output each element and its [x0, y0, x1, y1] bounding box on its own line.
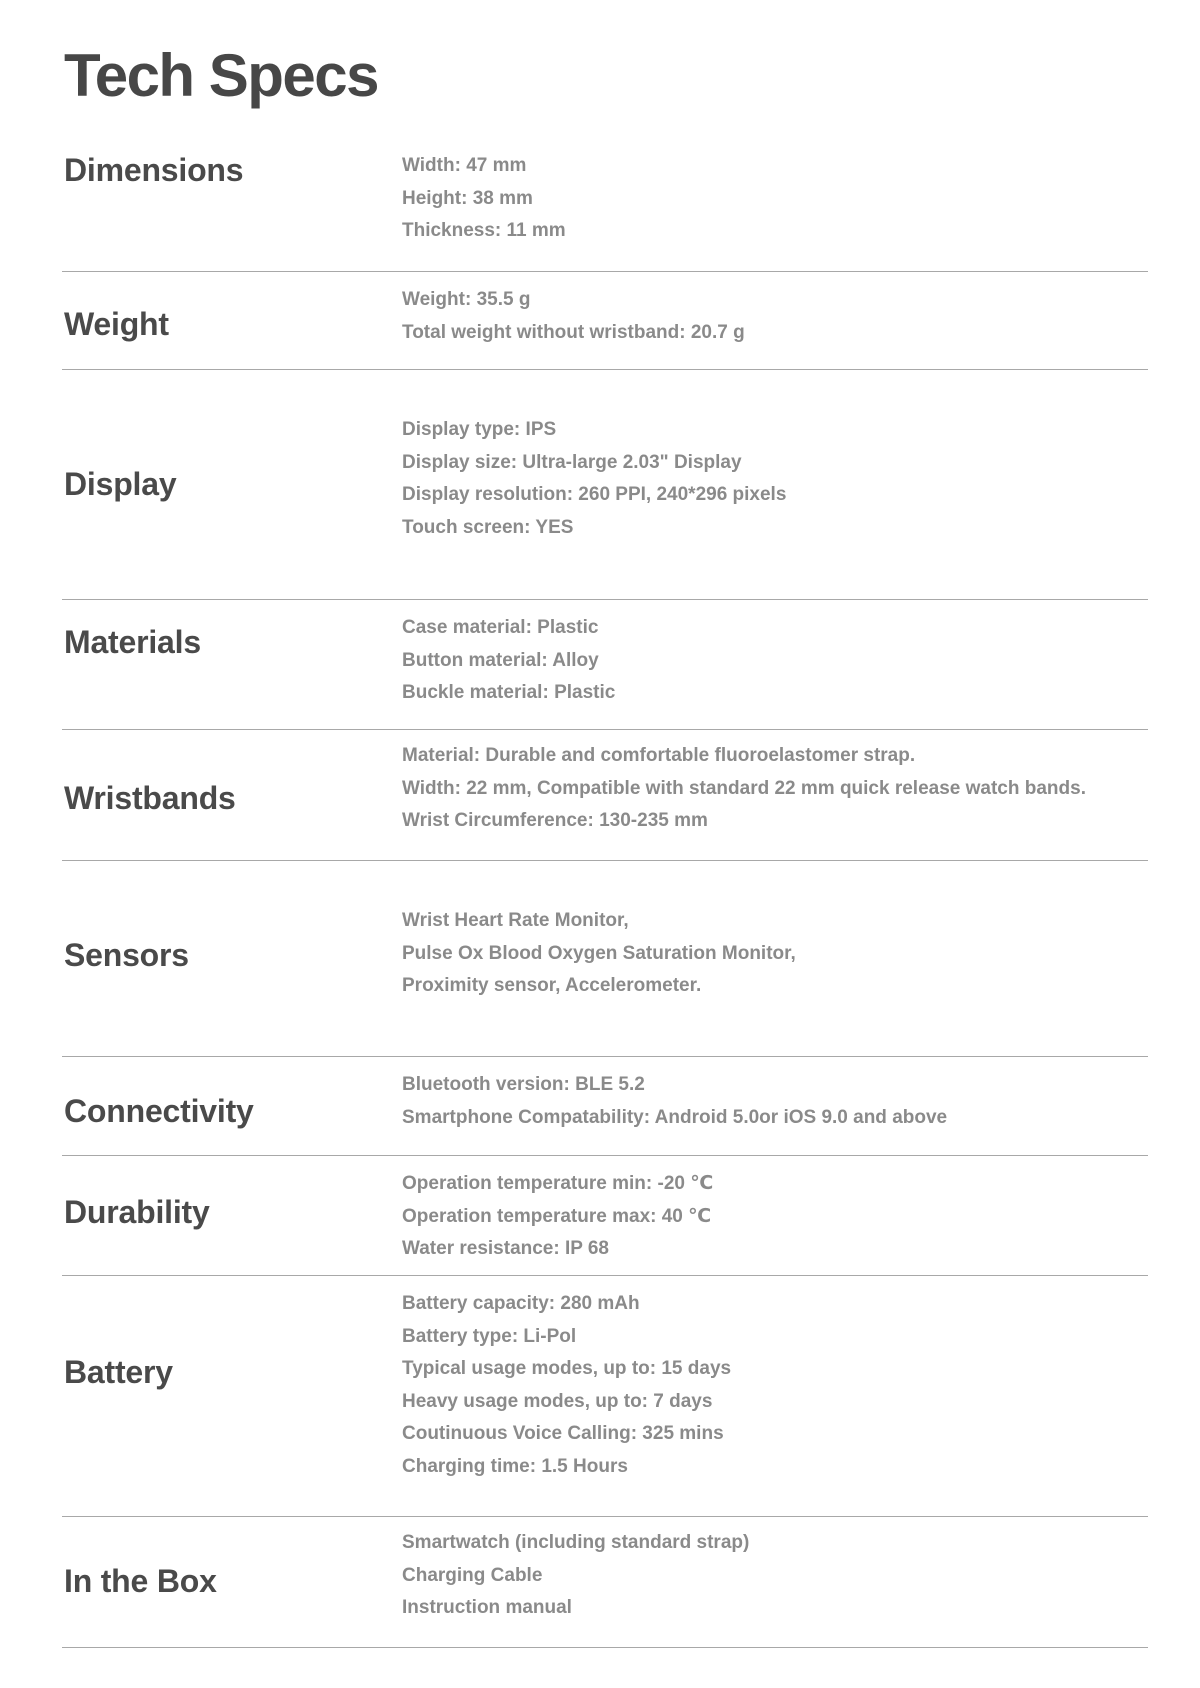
spec-values-battery [402, 1288, 1148, 1483]
spec-value: Display type: IPS [402, 419, 557, 440]
spec-label-durability: Durability [64, 1194, 210, 1230]
spec-value: Operation temperature min: -20 ℃ [402, 1173, 714, 1194]
spec-value: Width: 22 mm, Compatible with standard 22 mm quick release watch bands. [402, 777, 1086, 799]
spec-value: Thickness: 11 mm [402, 220, 566, 241]
spec-row-materials [62, 600, 1148, 730]
spec-value: Instruction manual [402, 1597, 572, 1618]
spec-value: Smartphone Compatability: Android 5.0or iOS 9.0 and above [402, 1106, 948, 1128]
spec-value: Coutinuous Voice Calling: 325 mins [402, 1423, 724, 1444]
spec-row-sensors [62, 861, 1148, 1057]
spec-value: Proximity sensor, Accelerometer. [402, 975, 702, 996]
spec-value: Height: 38 mm [402, 187, 533, 209]
spec-value: Wrist Heart Rate Monitor, [402, 910, 629, 931]
spec-label-materials: Materials [64, 624, 201, 660]
page-title: Tech Specs [64, 42, 379, 109]
spec-table [62, 136, 1148, 1648]
spec-row-dimensions [62, 136, 1148, 272]
spec-values-in-the-box [402, 1527, 1148, 1625]
spec-value: Charging time: 1.5 Hours [402, 1455, 628, 1477]
spec-value: Display size: Ultra-large 2.03" Display [402, 451, 742, 473]
spec-value: Smartwatch (including standard strap) [402, 1532, 750, 1553]
spec-value: Operation temperature max: 40 ℃ [402, 1205, 712, 1227]
spec-row-wristbands [62, 730, 1148, 861]
spec-label-display: Display [64, 466, 177, 502]
spec-value: Button material: Alloy [402, 649, 599, 671]
spec-values-durability [402, 1168, 1148, 1266]
spec-value: Weight: 35.5 g [402, 289, 531, 310]
spec-value: Heavy usage modes, up to: 7 days [402, 1390, 713, 1412]
spec-value: Case material: Plastic [402, 617, 599, 638]
spec-values-dimensions [402, 150, 1148, 248]
spec-values-materials [402, 612, 1148, 710]
spec-label-weight: Weight [64, 306, 169, 342]
spec-label-sensors: Sensors [64, 937, 189, 973]
spec-label-in-the-box: In the Box [64, 1563, 217, 1599]
spec-value: Buckle material: Plastic [402, 682, 616, 703]
spec-value: Bluetooth version: BLE 5.2 [402, 1074, 645, 1095]
spec-value: Touch screen: YES [402, 516, 574, 538]
spec-value: Wrist Circumference: 130-235 mm [402, 810, 708, 831]
spec-values-display [402, 414, 1148, 544]
spec-value: Display resolution: 260 PPI, 240*296 pixels [402, 484, 787, 505]
spec-row-connectivity [62, 1057, 1148, 1156]
spec-values-connectivity [402, 1069, 1148, 1134]
spec-label-battery: Battery [64, 1354, 173, 1390]
spec-value: Battery capacity: 280 mAh [402, 1293, 640, 1314]
spec-row-weight [62, 272, 1148, 370]
spec-row-in-the-box [62, 1517, 1148, 1648]
spec-values-wristbands [402, 740, 1148, 838]
spec-label-connectivity: Connectivity [64, 1093, 254, 1129]
spec-value: Battery type: Li-Pol [402, 1325, 577, 1347]
spec-values-weight [402, 284, 1148, 349]
spec-value: Charging Cable [402, 1564, 543, 1586]
spec-label-wristbands: Wristbands [64, 780, 236, 816]
spec-value: Pulse Ox Blood Oxygen Saturation Monitor, [402, 942, 796, 964]
spec-value: Typical usage modes, up to: 15 days [402, 1358, 732, 1379]
spec-value: Material: Durable and comfortable fluoroelastomer strap. [402, 745, 916, 766]
spec-value: Width: 47 mm [402, 155, 527, 176]
spec-row-durability [62, 1156, 1148, 1276]
spec-value: Total weight without wristband: 20.7 g [402, 321, 745, 343]
spec-value: Water resistance: IP 68 [402, 1238, 609, 1259]
spec-row-display [62, 370, 1148, 600]
spec-values-sensors [402, 905, 1148, 1003]
spec-label-dimensions: Dimensions [64, 152, 244, 188]
spec-row-battery [62, 1276, 1148, 1517]
